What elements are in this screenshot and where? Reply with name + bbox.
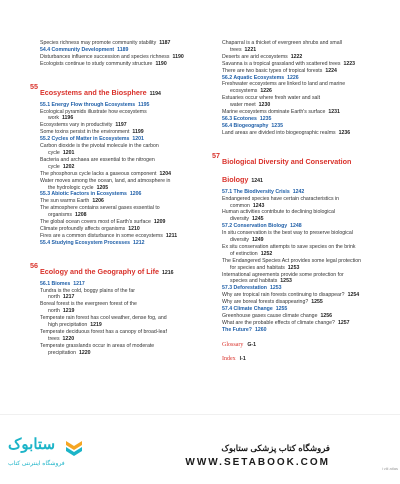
entry-text: There are two basic types of tropical forests <box>222 67 323 74</box>
toc-entry[interactable] <box>222 258 382 265</box>
section-gap <box>40 247 200 257</box>
toc-entry[interactable] <box>222 81 382 88</box>
entry-text: Tundra is the cold, boggy plains of the far <box>40 287 135 294</box>
entry-page: 1257 <box>337 319 350 326</box>
toc-section[interactable] <box>222 306 382 313</box>
entry-page: 1217 <box>62 294 75 301</box>
entry-text: Ecologists continue to study community structure <box>40 60 153 67</box>
toc-entry[interactable] <box>40 233 200 240</box>
entry-text: Fires are a common disturbance in some ecosystems <box>40 232 163 239</box>
toc-entry[interactable] <box>222 130 382 137</box>
toc-entry[interactable] <box>222 244 382 251</box>
entry-text: Deserts are arid ecosystems <box>222 53 288 60</box>
entry-page: 1242 <box>292 188 305 195</box>
entry-text: trees <box>230 46 242 53</box>
entry-page: 1230 <box>258 102 271 109</box>
entry-page: 1235 <box>271 122 283 129</box>
toc-entry[interactable] <box>40 109 200 116</box>
toc-entry[interactable] <box>222 237 382 244</box>
toc-entry[interactable] <box>222 95 382 102</box>
page-tag: i viii atlas <box>381 466 398 471</box>
toc-entry[interactable] <box>40 122 200 129</box>
toc-entry[interactable] <box>40 164 200 171</box>
entry-page: 1223 <box>343 60 356 67</box>
entry-text: Ecological pyramids illustrate how ecosystems <box>40 108 147 115</box>
toc-entry[interactable] <box>222 230 382 237</box>
chapter-heading[interactable] <box>30 81 200 100</box>
chapter-page: 1194 <box>149 90 161 97</box>
entry-text: north <box>48 294 60 301</box>
entry-text: diversity <box>230 216 250 223</box>
entry-page: 1253 <box>269 285 282 292</box>
entry-text: The sun warms Earth <box>40 198 90 205</box>
entry-text: 57.1 The Biodiversity Crisis <box>222 188 290 195</box>
entry-text: The Future? <box>222 326 252 333</box>
entry-text: Temperate grasslands occur in areas of moderate <box>40 342 155 349</box>
entry-page: 1195 <box>138 101 150 108</box>
entry-text: The atmosphere contains several gases essential to <box>40 205 160 212</box>
entry-text: for species and habitats <box>230 264 285 271</box>
entry-text: trees <box>48 335 60 342</box>
entry-page: 1236 <box>338 129 351 136</box>
entry-text: The phosphorus cycle lacks a gaseous component <box>40 170 157 177</box>
entry-text: diversity <box>230 237 250 244</box>
toc-entry[interactable] <box>40 301 200 308</box>
entry-page: 1226 <box>287 74 299 81</box>
toc-entry[interactable] <box>40 308 200 315</box>
toc-entry[interactable] <box>222 203 382 210</box>
entry-text: The Endangered Species Act provides some legal protection <box>222 257 361 264</box>
publisher-footer <box>0 414 400 484</box>
toc-entry[interactable] <box>40 185 200 192</box>
entry-page: 1255 <box>275 306 288 313</box>
entry-text: Some toxins persist in the environment <box>40 129 130 136</box>
entry-page: 1253 <box>287 264 300 271</box>
entry-text: 56.2 Aquatic Ecosystems <box>222 74 285 81</box>
entry-page: 1190 <box>172 53 184 60</box>
entry-page: 1253 <box>280 278 292 285</box>
chapter-page: 1216 <box>162 269 174 276</box>
entry-page: 1219 <box>62 308 75 315</box>
toc-entry[interactable] <box>40 343 200 350</box>
entry-page: 1217 <box>73 280 85 287</box>
chapter-number: 55 <box>30 81 38 91</box>
back-matter-item[interactable] <box>222 356 382 362</box>
entry-page: 1252 <box>260 250 273 257</box>
entry-text: the hydrologic cycle <box>48 184 94 191</box>
toc-entry[interactable] <box>222 251 382 258</box>
entry-text: Ex situ conservation attempts to save species on the brink <box>222 243 356 250</box>
toc-entry[interactable] <box>40 329 200 336</box>
back-matter-page: I-1 <box>239 355 246 362</box>
toc-entry[interactable] <box>40 171 200 178</box>
toc-entry[interactable] <box>40 150 200 157</box>
entry-page: 1231 <box>328 109 340 116</box>
entry-text: 55.1 Energy Flow through Ecosystems <box>40 101 136 108</box>
entry-text: 55.3 Abiotic Factors in Ecosystems <box>40 191 127 198</box>
entry-page: 1202 <box>62 163 75 170</box>
chapter-title: Biological Diversity and Conservation Biology <box>222 156 352 184</box>
entry-text: precipitation <box>48 349 76 356</box>
entry-text: cycle <box>48 163 60 170</box>
entry-page: 1190 <box>155 60 167 67</box>
entry-text: 56.1 Biomes <box>40 280 71 287</box>
entry-page: 1235 <box>259 115 272 122</box>
entry-page: 1206 <box>129 191 142 198</box>
entry-page: 1249 <box>252 237 264 244</box>
entry-text: Boreal forest is the evergreen forest of the <box>40 301 137 308</box>
entry-text: Why are boreal forests disappearing? <box>222 299 309 306</box>
entry-text: high precipitation <box>48 322 88 329</box>
entry-text: Estuaries occur where fresh water and salt <box>222 95 321 102</box>
entry-page: 1210 <box>128 225 140 232</box>
entry-text: of extinction <box>230 250 258 257</box>
entry-text: Temperate deciduous forest has a canopy of broad-leaf <box>40 329 167 335</box>
entry-page: 1256 <box>320 313 332 319</box>
entry-page: 1206 <box>92 198 104 205</box>
toc-entry[interactable] <box>222 272 382 279</box>
book-stack-icon <box>64 437 84 459</box>
entry-text: 56.3 Ecotones <box>222 115 257 122</box>
chapter-page: 1241 <box>251 177 263 184</box>
entry-text: Chaparral is a thicket of evergreen shrubs and small <box>222 40 342 46</box>
toc-section[interactable] <box>40 281 200 288</box>
toc-entry[interactable] <box>40 115 200 122</box>
entry-text: 57.3 Deforestation <box>222 285 267 292</box>
entry-page: 1209 <box>153 219 166 226</box>
entry-page: 1243 <box>252 202 265 209</box>
entry-text: Savanna is a tropical grassland with scattered trees <box>222 60 341 67</box>
toc-section[interactable] <box>222 285 382 292</box>
entry-text: species and habitats <box>230 278 278 285</box>
entry-text: Bacteria and archaea are essential to the nitrogen <box>40 156 155 163</box>
entry-text: Why are tropical rain forests continuing to disappear? <box>222 292 345 299</box>
entry-page: 1245 <box>252 216 264 223</box>
toc-entry[interactable] <box>222 68 382 75</box>
entry-text: Freshwater ecosystems are linked to land and marine <box>222 81 346 88</box>
toc-entry[interactable] <box>222 313 382 320</box>
entry-page: 1201 <box>132 136 144 143</box>
entry-text: Climate profoundly affects organisms <box>40 225 126 232</box>
entry-page: 1199 <box>132 129 144 136</box>
toc-right-column <box>212 40 382 362</box>
entry-page: 1187 <box>159 40 171 46</box>
entry-page: 1226 <box>260 88 272 95</box>
chapter-heading[interactable] <box>212 150 382 187</box>
toc-entry[interactable] <box>222 209 382 216</box>
toc-entry[interactable] <box>40 40 200 47</box>
back-matter-item[interactable] <box>222 342 382 348</box>
toc-entry[interactable] <box>222 292 382 299</box>
entry-page: 1224 <box>325 67 337 74</box>
toc-entry[interactable] <box>222 40 382 47</box>
toc-section[interactable] <box>40 240 200 247</box>
section-gap <box>40 68 200 78</box>
entry-text: What are the probable effects of climate change? <box>222 319 335 326</box>
entry-text: Endangered species have certain characteristics in <box>222 195 340 202</box>
store-name: فروشگاه کتاب پزشکی ستابوک <box>221 443 330 453</box>
toc-entry[interactable] <box>40 350 200 357</box>
entry-text: 56.4 Biogeography <box>222 122 269 129</box>
entry-text: Ecosystems vary in productivity <box>40 122 113 129</box>
entry-text: common <box>230 202 250 209</box>
toc-entry[interactable] <box>40 54 200 61</box>
entry-text: Disturbances influence succession and species richness <box>40 53 170 60</box>
toc-entry[interactable] <box>222 216 382 223</box>
entry-page: 1211 <box>165 232 178 239</box>
chapter-title: Ecology and the Geography of Life <box>40 266 160 276</box>
toc-entry[interactable] <box>222 47 382 54</box>
entry-page: 1248 <box>290 223 302 230</box>
entry-text: north <box>48 308 60 315</box>
toc-entry[interactable] <box>40 294 200 301</box>
logo-wordmark: ستابوک <box>8 436 56 453</box>
toc-entry[interactable] <box>222 320 382 327</box>
entry-text: 54.4 Community Development <box>40 46 115 53</box>
setabook-logo[interactable] <box>8 433 84 473</box>
entry-page: 1212 <box>132 239 145 246</box>
logo-tagline: فروشگاه اینترنتی کتاب <box>8 461 65 467</box>
back-matter-label: Glossary <box>222 341 244 348</box>
toc-entry[interactable] <box>40 157 200 164</box>
toc-entry[interactable] <box>40 129 200 136</box>
entry-text: Marine ecosystems dominate Earth's surface <box>222 109 326 116</box>
entry-page: 1204 <box>159 170 172 177</box>
toc-entry[interactable] <box>40 226 200 233</box>
toc-entry[interactable] <box>40 322 200 329</box>
entry-text: Human activities contribute to declining biological <box>222 209 336 216</box>
back-matter-label: Index <box>222 355 236 362</box>
chapter-title: Ecosystems and the Biosphere <box>40 87 147 97</box>
toc-entry[interactable] <box>40 143 200 150</box>
toc-left-column <box>30 40 200 357</box>
store-url-link[interactable]: WWW.SETABOOK.COM <box>185 457 330 468</box>
toc-entry[interactable] <box>40 336 200 343</box>
toc-entry[interactable] <box>222 278 382 285</box>
entry-page: 1220 <box>78 349 91 356</box>
entry-page: 1201 <box>62 149 75 156</box>
toc-section[interactable] <box>222 123 382 130</box>
entry-page: 1255 <box>311 299 323 306</box>
toc-entry[interactable] <box>222 265 382 272</box>
entry-page: 1219 <box>90 322 102 329</box>
toc-entry[interactable] <box>40 212 200 219</box>
toc-entry[interactable] <box>40 219 200 226</box>
entry-text: Carbon dioxide is the pivotal molecule in the carbon <box>40 143 159 150</box>
entry-text: 55.4 Studying Ecosystem Processes <box>40 239 130 246</box>
toc-entry[interactable] <box>222 102 382 109</box>
entry-text: In situ conservation is the best way to preserve biological <box>222 230 353 237</box>
toc-section[interactable] <box>40 102 200 109</box>
entry-text: Land areas are divided into biogeographic realms <box>222 129 336 136</box>
entry-page: 1222 <box>290 53 303 60</box>
toc-section[interactable] <box>40 47 200 54</box>
entry-text: 55.2 Cycles of Matter in Ecosystems <box>40 136 130 143</box>
toc-entry[interactable] <box>222 54 382 61</box>
toc-entry[interactable] <box>40 178 200 185</box>
toc-section[interactable] <box>222 116 382 123</box>
entry-page: 1254 <box>347 292 360 299</box>
entry-page: 1189 <box>117 46 129 53</box>
toc-entry[interactable] <box>222 61 382 68</box>
toc-entry[interactable] <box>222 109 382 116</box>
toc-entry[interactable] <box>40 61 200 68</box>
toc-section[interactable] <box>222 75 382 82</box>
entry-page: 1197 <box>115 122 127 129</box>
entry-text: Temperate rain forest has cool weather, dense fog, and <box>40 315 167 322</box>
back-matter-page: G-1 <box>247 341 256 348</box>
entry-text: 57.2 Conservation Biology <box>222 223 288 230</box>
entry-text: organisms <box>48 212 72 219</box>
entry-text: water meet <box>230 102 256 109</box>
chapter-heading[interactable] <box>30 260 200 279</box>
section-gap <box>222 137 382 147</box>
chapter-number: 56 <box>30 260 38 270</box>
toc-entry[interactable] <box>222 299 382 306</box>
entry-text: work <box>48 115 59 122</box>
entry-text: cycle <box>48 149 60 156</box>
entry-page: 1208 <box>74 212 87 219</box>
toc-section[interactable] <box>222 189 382 196</box>
chapter-number: 57 <box>212 150 220 160</box>
entry-page: 1196 <box>61 115 74 122</box>
toc-entry[interactable] <box>40 288 200 295</box>
toc-entry[interactable] <box>40 315 200 322</box>
entry-page: 1205 <box>96 184 109 191</box>
toc-entry[interactable] <box>222 88 382 95</box>
toc-section[interactable] <box>40 136 200 143</box>
entry-text: International agreements provide some protection for <box>222 271 344 278</box>
entry-text: ecosystems <box>230 88 258 95</box>
toc-entry[interactable] <box>40 198 200 205</box>
entry-text: Greenhouse gases cause climate change <box>222 313 318 319</box>
entry-text: The global ocean covers most of Earth's surface <box>40 219 151 226</box>
toc-entry[interactable] <box>40 205 200 212</box>
entry-text: Water moves among the ocean, land, and atmosphere in <box>40 177 171 184</box>
toc-section[interactable] <box>222 327 382 334</box>
toc-section[interactable] <box>40 191 200 198</box>
entry-text: 57.4 Climate Change <box>222 306 273 313</box>
entry-text: Species richness may promote community stability <box>40 40 157 46</box>
entry-page: 1221 <box>244 46 257 53</box>
toc-section[interactable] <box>222 223 382 230</box>
entry-page: 1220 <box>62 335 75 342</box>
entry-page: 1260 <box>254 326 267 333</box>
toc-entry[interactable] <box>222 196 382 203</box>
